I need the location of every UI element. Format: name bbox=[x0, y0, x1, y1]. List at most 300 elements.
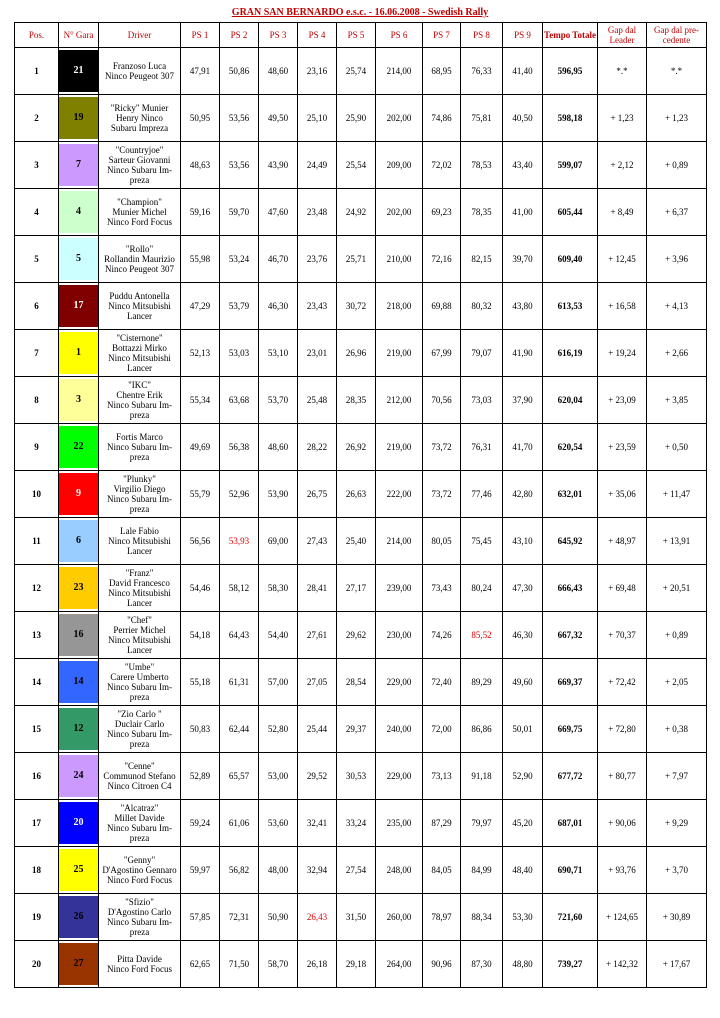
driver-line: David Francesco bbox=[109, 578, 170, 588]
table-row bbox=[15, 283, 707, 330]
stage-time-ps9: 43,10 bbox=[503, 518, 543, 565]
stage-time-ps5: 25,74 bbox=[337, 48, 376, 95]
total-time-cell: 666,43 bbox=[543, 565, 598, 612]
car-number-badge: 16 bbox=[59, 614, 98, 656]
stage-time-ps9: 45,20 bbox=[503, 800, 543, 847]
table-row bbox=[15, 847, 707, 894]
stage-time-ps8: 86,86 bbox=[461, 706, 503, 753]
car-number-badge: 26 bbox=[59, 896, 98, 938]
driver-line: preza bbox=[129, 739, 150, 749]
stage-time-ps6: 264,00 bbox=[376, 941, 423, 988]
stage-time-ps5: 27,54 bbox=[337, 847, 376, 894]
stage-time-ps3: 58,70 bbox=[259, 941, 298, 988]
stage-time-ps5: 29,18 bbox=[337, 941, 376, 988]
total-time-cell: 616,19 bbox=[543, 330, 598, 377]
driver-line: Ninco Subaru Im- bbox=[107, 400, 172, 410]
stage-time-ps5: 25,71 bbox=[337, 236, 376, 283]
driver-line: "Umbe" bbox=[124, 662, 155, 672]
gap-previous-cell: + 1,23 bbox=[647, 95, 707, 142]
stage-time-ps2: 61,06 bbox=[220, 800, 259, 847]
stage-time-ps4: 23,43 bbox=[298, 283, 337, 330]
car-number-cell bbox=[59, 706, 99, 753]
stage-time-ps8: 79,07 bbox=[461, 330, 503, 377]
total-time-cell: 620,54 bbox=[543, 424, 598, 471]
header-ps1: PS 1 bbox=[181, 23, 220, 48]
stage-time-ps6: 210,00 bbox=[376, 236, 423, 283]
stage-time-ps4: 23,16 bbox=[298, 48, 337, 95]
car-number-badge: 17 bbox=[59, 285, 98, 327]
stage-time-ps6: 212,00 bbox=[376, 377, 423, 424]
stage-time-ps9: 47,30 bbox=[503, 565, 543, 612]
stage-time-ps6: 202,00 bbox=[376, 95, 423, 142]
total-time-cell: 667,32 bbox=[543, 612, 598, 659]
car-number-cell bbox=[59, 471, 99, 518]
stage-time-ps4: 25,10 bbox=[298, 95, 337, 142]
page-title: GRAN SAN BERNARDO e.s.c. - 16.06.2008 - Swedish Rally bbox=[231, 7, 489, 18]
stage-time-ps2: 63,68 bbox=[220, 377, 259, 424]
stage-time-ps8: 77,46 bbox=[461, 471, 503, 518]
car-number-cell bbox=[59, 753, 99, 800]
stage-time-ps9: 53,30 bbox=[503, 894, 543, 941]
driver-cell bbox=[99, 612, 181, 659]
driver-cell bbox=[99, 565, 181, 612]
gap-leader-cell: + 72,42 bbox=[598, 659, 647, 706]
stage-time-ps4: 25,44 bbox=[298, 706, 337, 753]
driver-line: "Genny" bbox=[123, 855, 156, 865]
gap-previous-cell: + 0,89 bbox=[647, 142, 707, 189]
stage-time-ps3: 47,60 bbox=[259, 189, 298, 236]
stage-time-ps5: 25,40 bbox=[337, 518, 376, 565]
position-cell: 10 bbox=[15, 471, 59, 518]
car-number-badge: 7 bbox=[59, 144, 98, 186]
car-number-badge: 24 bbox=[59, 755, 98, 797]
gap-leader-cell: + 8,49 bbox=[598, 189, 647, 236]
stage-time-ps1: 47,29 bbox=[181, 283, 220, 330]
table-row bbox=[15, 565, 707, 612]
stage-time-ps1: 50,95 bbox=[181, 95, 220, 142]
stage-time-ps6: 219,00 bbox=[376, 424, 423, 471]
stage-time-ps6: 235,00 bbox=[376, 800, 423, 847]
driver-cell bbox=[99, 377, 181, 424]
driver-line: Perrier Michel bbox=[113, 625, 166, 635]
driver-line: preza bbox=[129, 410, 150, 420]
car-number-badge: 25 bbox=[59, 849, 98, 891]
gap-previous-cell: + 13,91 bbox=[647, 518, 707, 565]
driver-line: Duclair Carlo bbox=[114, 719, 165, 729]
header-car-number: N° Gara bbox=[59, 23, 99, 48]
stage-time-ps6: 202,00 bbox=[376, 189, 423, 236]
stage-time-ps5: 25,54 bbox=[337, 142, 376, 189]
header-driver: Driver bbox=[99, 23, 181, 48]
results-table bbox=[14, 22, 707, 988]
car-number-badge: 12 bbox=[59, 708, 98, 750]
stage-time-ps8: 79,97 bbox=[461, 800, 503, 847]
driver-cell bbox=[99, 800, 181, 847]
stage-time-ps6: 219,00 bbox=[376, 330, 423, 377]
stage-time-ps6: 230,00 bbox=[376, 612, 423, 659]
stage-time-ps1: 54,18 bbox=[181, 612, 220, 659]
stage-time-ps4: 23,01 bbox=[298, 330, 337, 377]
stage-time-ps2: 71,50 bbox=[220, 941, 259, 988]
stage-time-ps8: 78,35 bbox=[461, 189, 503, 236]
table-row bbox=[15, 941, 707, 988]
stage-time-ps5: 27,17 bbox=[337, 565, 376, 612]
car-number-cell bbox=[59, 48, 99, 95]
driver-line: "Alcatraz" bbox=[120, 803, 159, 813]
total-time-cell: 669,37 bbox=[543, 659, 598, 706]
stage-time-ps8: 73,03 bbox=[461, 377, 503, 424]
header-gap-previous: Gap dal pre-cedente bbox=[647, 23, 707, 48]
driver-line: "IKC" bbox=[128, 380, 151, 390]
stage-time-ps5: 26,63 bbox=[337, 471, 376, 518]
driver-line: Pitta Davide bbox=[117, 954, 162, 964]
header-ps4: PS 4 bbox=[298, 23, 337, 48]
position-cell: 7 bbox=[15, 330, 59, 377]
table-row bbox=[15, 894, 707, 941]
position-cell: 8 bbox=[15, 377, 59, 424]
stage-time-ps4: 26,18 bbox=[298, 941, 337, 988]
table-row bbox=[15, 659, 707, 706]
stage-time-ps8: 88,34 bbox=[461, 894, 503, 941]
gap-previous-cell: + 20,51 bbox=[647, 565, 707, 612]
gap-leader-cell: + 80,77 bbox=[598, 753, 647, 800]
table-row bbox=[15, 612, 707, 659]
position-cell: 11 bbox=[15, 518, 59, 565]
driver-line: D'Agostino Gennaro bbox=[102, 865, 177, 875]
stage-time-ps5: 33,24 bbox=[337, 800, 376, 847]
header-ps2: PS 2 bbox=[220, 23, 259, 48]
stage-time-ps5: 28,54 bbox=[337, 659, 376, 706]
driver-line: "Chef" bbox=[127, 615, 152, 625]
position-cell: 6 bbox=[15, 283, 59, 330]
gap-previous-cell: + 0,50 bbox=[647, 424, 707, 471]
driver-line: preza bbox=[129, 504, 150, 514]
driver-line: Ninco Subaru Im- bbox=[107, 494, 172, 504]
stage-time-ps3: 50,90 bbox=[259, 894, 298, 941]
driver-line: Ninco Mitsubishi bbox=[108, 635, 171, 645]
gap-previous-cell: + 2,66 bbox=[647, 330, 707, 377]
gap-previous-cell: + 3,70 bbox=[647, 847, 707, 894]
car-number-cell bbox=[59, 424, 99, 471]
total-time-cell: 690,71 bbox=[543, 847, 598, 894]
stage-time-ps1: 47,91 bbox=[181, 48, 220, 95]
driver-line: Puddu Antonella bbox=[109, 291, 170, 301]
stage-time-ps5: 26,92 bbox=[337, 424, 376, 471]
stage-time-ps5: 28,35 bbox=[337, 377, 376, 424]
stage-time-ps3: 48,60 bbox=[259, 424, 298, 471]
driver-line: Sarteur Giovanni bbox=[108, 155, 171, 165]
gap-previous-cell: + 2,05 bbox=[647, 659, 707, 706]
stage-time-ps2: 53,93 bbox=[220, 518, 259, 565]
stage-time-ps2: 56,82 bbox=[220, 847, 259, 894]
driver-line: "Zio Carlo " bbox=[117, 709, 162, 719]
car-number-cell bbox=[59, 894, 99, 941]
position-cell: 9 bbox=[15, 424, 59, 471]
table-row bbox=[15, 424, 707, 471]
stage-time-ps2: 50,86 bbox=[220, 48, 259, 95]
stage-time-ps8: 76,31 bbox=[461, 424, 503, 471]
stage-time-ps1: 62,65 bbox=[181, 941, 220, 988]
driver-line: "Countryjoe" bbox=[115, 145, 164, 155]
stage-time-ps6: 214,00 bbox=[376, 518, 423, 565]
stage-time-ps3: 52,80 bbox=[259, 706, 298, 753]
position-cell: 1 bbox=[15, 48, 59, 95]
stage-time-ps3: 53,70 bbox=[259, 377, 298, 424]
header-row bbox=[15, 23, 707, 48]
position-cell: 19 bbox=[15, 894, 59, 941]
car-number-badge: 4 bbox=[59, 191, 98, 233]
total-time-cell: 620,04 bbox=[543, 377, 598, 424]
stage-time-ps3: 53,60 bbox=[259, 800, 298, 847]
driver-line: "Sfizio" bbox=[125, 897, 154, 907]
gap-leader-cell: + 12,45 bbox=[598, 236, 647, 283]
stage-time-ps9: 37,90 bbox=[503, 377, 543, 424]
stage-time-ps2: 56,38 bbox=[220, 424, 259, 471]
position-cell: 16 bbox=[15, 753, 59, 800]
driver-cell bbox=[99, 95, 181, 142]
gap-previous-cell: + 3,96 bbox=[647, 236, 707, 283]
total-time-cell: 596,95 bbox=[543, 48, 598, 95]
driver-line: Ninco Ford Focus bbox=[107, 964, 172, 974]
header-ps7: PS 7 bbox=[423, 23, 461, 48]
driver-line: Munier Michel bbox=[112, 207, 167, 217]
stage-time-ps5: 29,37 bbox=[337, 706, 376, 753]
stage-time-ps1: 52,89 bbox=[181, 753, 220, 800]
stage-time-ps8: 82,15 bbox=[461, 236, 503, 283]
stage-time-ps8: 89,29 bbox=[461, 659, 503, 706]
stage-time-ps7: 74,26 bbox=[423, 612, 461, 659]
gap-previous-cell: + 0,38 bbox=[647, 706, 707, 753]
stage-time-ps2: 53,03 bbox=[220, 330, 259, 377]
total-time-cell: 598,18 bbox=[543, 95, 598, 142]
driver-line: Ninco Peugeot 307 bbox=[105, 71, 174, 81]
stage-time-ps8: 91,18 bbox=[461, 753, 503, 800]
gap-leader-cell: + 48,97 bbox=[598, 518, 647, 565]
table-row bbox=[15, 330, 707, 377]
header-total: Tempo Totale bbox=[543, 23, 598, 48]
stage-time-ps4: 26,43 bbox=[298, 894, 337, 941]
stage-time-ps1: 52,13 bbox=[181, 330, 220, 377]
car-number-cell bbox=[59, 565, 99, 612]
driver-line: preza bbox=[129, 175, 150, 185]
header-ps3: PS 3 bbox=[259, 23, 298, 48]
driver-line: Ninco Mitsubishi bbox=[108, 301, 171, 311]
driver-line: Ninco Mitsubishi bbox=[108, 536, 171, 546]
stage-time-ps7: 70,56 bbox=[423, 377, 461, 424]
driver-line: Ninco Mitsubishi bbox=[108, 353, 171, 363]
stage-time-ps9: 43,80 bbox=[503, 283, 543, 330]
gap-leader-cell: + 23,59 bbox=[598, 424, 647, 471]
stage-time-ps7: 73,13 bbox=[423, 753, 461, 800]
gap-leader-cell: + 70,37 bbox=[598, 612, 647, 659]
car-number-badge: 19 bbox=[59, 97, 98, 139]
gap-leader-cell: + 72,80 bbox=[598, 706, 647, 753]
total-time-cell: 687,01 bbox=[543, 800, 598, 847]
total-time-cell: 669,75 bbox=[543, 706, 598, 753]
gap-previous-cell: + 11,47 bbox=[647, 471, 707, 518]
stage-time-ps4: 32,41 bbox=[298, 800, 337, 847]
driver-cell bbox=[99, 659, 181, 706]
stage-time-ps7: 69,23 bbox=[423, 189, 461, 236]
stage-time-ps4: 29,52 bbox=[298, 753, 337, 800]
car-number-cell bbox=[59, 283, 99, 330]
driver-line: Virgilio Diego bbox=[113, 484, 166, 494]
stage-time-ps8: 84,99 bbox=[461, 847, 503, 894]
gap-previous-cell: + 9,29 bbox=[647, 800, 707, 847]
gap-previous-cell: + 4,13 bbox=[647, 283, 707, 330]
car-number-cell bbox=[59, 941, 99, 988]
driver-line: "Cenne" bbox=[124, 761, 155, 771]
stage-time-ps8: 75,45 bbox=[461, 518, 503, 565]
driver-line: Bottazzi Mirko bbox=[112, 343, 167, 353]
stage-time-ps4: 23,48 bbox=[298, 189, 337, 236]
stage-time-ps9: 41,90 bbox=[503, 330, 543, 377]
stage-time-ps4: 24,49 bbox=[298, 142, 337, 189]
stage-time-ps8: 80,32 bbox=[461, 283, 503, 330]
driver-cell bbox=[99, 894, 181, 941]
stage-time-ps3: 43,90 bbox=[259, 142, 298, 189]
stage-time-ps7: 73,43 bbox=[423, 565, 461, 612]
driver-cell bbox=[99, 847, 181, 894]
stage-time-ps6: 260,00 bbox=[376, 894, 423, 941]
stage-time-ps7: 72,00 bbox=[423, 706, 461, 753]
stage-time-ps4: 28,41 bbox=[298, 565, 337, 612]
driver-cell bbox=[99, 236, 181, 283]
stage-time-ps3: 53,10 bbox=[259, 330, 298, 377]
position-cell: 13 bbox=[15, 612, 59, 659]
stage-time-ps2: 53,56 bbox=[220, 95, 259, 142]
car-number-badge: 20 bbox=[59, 802, 98, 844]
stage-time-ps9: 41,00 bbox=[503, 189, 543, 236]
position-cell: 14 bbox=[15, 659, 59, 706]
car-number-cell bbox=[59, 142, 99, 189]
total-time-cell: 739,27 bbox=[543, 941, 598, 988]
table-row bbox=[15, 518, 707, 565]
table-row bbox=[15, 706, 707, 753]
stage-time-ps9: 49,60 bbox=[503, 659, 543, 706]
driver-line: Ninco Subaru Im- bbox=[107, 729, 172, 739]
position-cell: 20 bbox=[15, 941, 59, 988]
stage-time-ps1: 49,69 bbox=[181, 424, 220, 471]
position-cell: 2 bbox=[15, 95, 59, 142]
stage-time-ps9: 40,50 bbox=[503, 95, 543, 142]
stage-time-ps9: 42,80 bbox=[503, 471, 543, 518]
total-time-cell: 613,53 bbox=[543, 283, 598, 330]
gap-leader-cell: + 93,76 bbox=[598, 847, 647, 894]
driver-line: "Cisternone" bbox=[116, 333, 163, 343]
results-body bbox=[15, 48, 707, 988]
stage-time-ps1: 55,18 bbox=[181, 659, 220, 706]
stage-time-ps2: 58,12 bbox=[220, 565, 259, 612]
stage-time-ps5: 30,72 bbox=[337, 283, 376, 330]
stage-time-ps6: 218,00 bbox=[376, 283, 423, 330]
car-number-cell bbox=[59, 800, 99, 847]
driver-line: Ninco Subaru Im- bbox=[107, 442, 172, 452]
driver-line: Ninco Citroen C4 bbox=[107, 781, 172, 791]
stage-time-ps9: 46,30 bbox=[503, 612, 543, 659]
stage-time-ps3: 49,50 bbox=[259, 95, 298, 142]
driver-line: Ninco Subaru Im- bbox=[107, 165, 172, 175]
stage-time-ps2: 72,31 bbox=[220, 894, 259, 941]
car-number-badge: 23 bbox=[59, 567, 98, 609]
driver-line: Lancer bbox=[127, 363, 152, 373]
car-number-cell bbox=[59, 189, 99, 236]
driver-line: "Plunky" bbox=[123, 474, 156, 484]
header-ps6: PS 6 bbox=[376, 23, 423, 48]
total-time-cell: 605,44 bbox=[543, 189, 598, 236]
car-number-badge: 9 bbox=[59, 473, 98, 515]
driver-line: Ninco Subaru Im- bbox=[107, 917, 172, 927]
car-number-cell bbox=[59, 330, 99, 377]
stage-time-ps8: 78,53 bbox=[461, 142, 503, 189]
driver-line: preza bbox=[129, 833, 150, 843]
total-time-cell: 677,72 bbox=[543, 753, 598, 800]
stage-time-ps3: 46,30 bbox=[259, 283, 298, 330]
stage-time-ps8: 76,33 bbox=[461, 48, 503, 95]
car-number-badge: 14 bbox=[59, 661, 98, 703]
car-number-badge: 27 bbox=[59, 943, 98, 985]
total-time-cell: 632,01 bbox=[543, 471, 598, 518]
gap-leader-cell: + 19,24 bbox=[598, 330, 647, 377]
stage-time-ps4: 27,61 bbox=[298, 612, 337, 659]
gap-leader-cell: + 1,23 bbox=[598, 95, 647, 142]
gap-leader-cell: + 16,58 bbox=[598, 283, 647, 330]
car-number-badge: 22 bbox=[59, 426, 98, 468]
stage-time-ps1: 57,85 bbox=[181, 894, 220, 941]
stage-time-ps3: 54,40 bbox=[259, 612, 298, 659]
stage-time-ps7: 67,99 bbox=[423, 330, 461, 377]
gap-previous-cell: + 30,89 bbox=[647, 894, 707, 941]
gap-leader-cell: *.* bbox=[598, 48, 647, 95]
stage-time-ps2: 53,24 bbox=[220, 236, 259, 283]
stage-time-ps3: 53,00 bbox=[259, 753, 298, 800]
driver-line: preza bbox=[129, 692, 150, 702]
car-number-cell bbox=[59, 377, 99, 424]
gap-previous-cell: + 7,97 bbox=[647, 753, 707, 800]
position-cell: 5 bbox=[15, 236, 59, 283]
driver-line: Ninco Ford Focus bbox=[107, 875, 172, 885]
stage-time-ps4: 23,76 bbox=[298, 236, 337, 283]
driver-line: D'Agostino Carlo bbox=[107, 907, 172, 917]
stage-time-ps4: 25,48 bbox=[298, 377, 337, 424]
stage-time-ps9: 41,70 bbox=[503, 424, 543, 471]
driver-line: Franzoso Luca bbox=[112, 61, 167, 71]
car-number-badge: 21 bbox=[59, 50, 98, 92]
stage-time-ps2: 52,96 bbox=[220, 471, 259, 518]
stage-time-ps1: 48,63 bbox=[181, 142, 220, 189]
stage-time-ps3: 46,70 bbox=[259, 236, 298, 283]
gap-previous-cell: + 0,89 bbox=[647, 612, 707, 659]
stage-time-ps9: 39,70 bbox=[503, 236, 543, 283]
driver-cell bbox=[99, 706, 181, 753]
stage-time-ps5: 24,92 bbox=[337, 189, 376, 236]
position-cell: 3 bbox=[15, 142, 59, 189]
stage-time-ps3: 53,90 bbox=[259, 471, 298, 518]
table-row bbox=[15, 471, 707, 518]
table-row bbox=[15, 753, 707, 800]
stage-time-ps8: 80,24 bbox=[461, 565, 503, 612]
gap-previous-cell: + 17,67 bbox=[647, 941, 707, 988]
total-time-cell: 609,40 bbox=[543, 236, 598, 283]
table-row bbox=[15, 189, 707, 236]
driver-line: Lancer bbox=[127, 645, 152, 655]
driver-line: Ninco Subaru Im- bbox=[107, 823, 172, 833]
stage-time-ps2: 59,70 bbox=[220, 189, 259, 236]
stage-time-ps9: 41,40 bbox=[503, 48, 543, 95]
stage-time-ps7: 68,95 bbox=[423, 48, 461, 95]
stage-time-ps2: 62,44 bbox=[220, 706, 259, 753]
driver-line: Carere Umberto bbox=[110, 672, 169, 682]
